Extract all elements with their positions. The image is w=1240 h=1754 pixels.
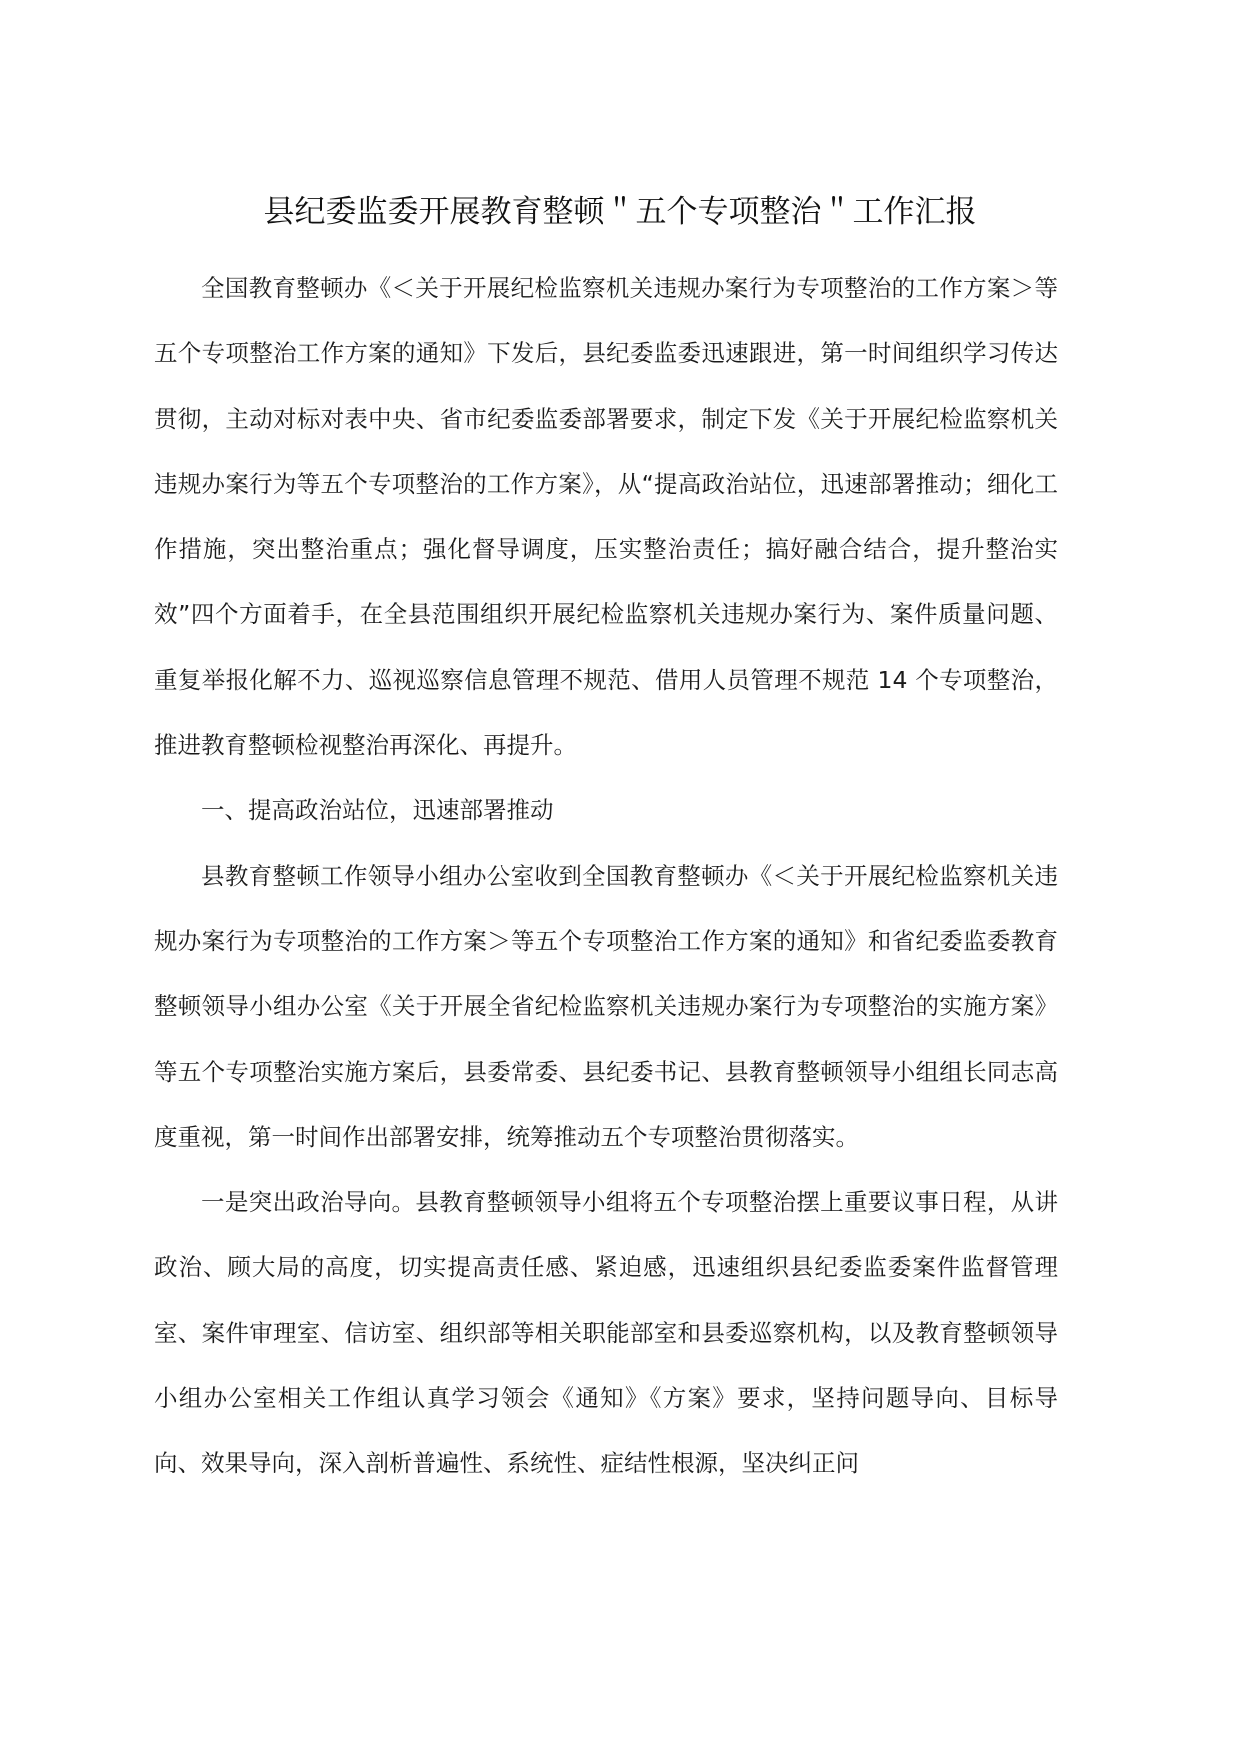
paragraph-section-1: 县教育整顿工作领导小组办公室收到全国教育整顿办《＜关于开展纪检监察机关违规办案行为专项整治的工作方案＞等五个专项整治工作方案的通知》和省纪委监委教育整顿领导小组办公室《关于开展全省纪检监察机关违规办案行为专项整治的实施方案》等五个专项整治实施方案后，县委常委、县纪委书记、县教育整顿领导小组组长同志高度重视，第一时间作出部署安排，统筹推动五个专项整治贯彻落实。 xyxy=(154,861,1058,1151)
section-heading-1: 一、提高政治站位，迅速部署推动 xyxy=(201,796,554,825)
paragraph-point-1: 一是突出政治导向。县教育整顿领导小组将五个专项整治摆上重要议事日程，从讲政治、顾大局的高度，切实提高责任感、紧迫感，迅速组织县纪委监委案件监督管理室、案件审理室、信访室、组织部等相关职能部室和县委巡察机构，以及教育整顿领导小组办公室相关工作组认真学习领会《通知》《方案》要求，坚持问题导向、目标导向、效果导向，深入剖析普遍性、系统性、症结性根源，坚决纠正问 xyxy=(154,1188,1058,1478)
document-title: 县纪委监委开展教育整顿＂五个专项整治＂工作汇报 xyxy=(263,194,977,230)
document-body xyxy=(154,256,1058,1497)
paragraph-intro: 全国教育整顿办《＜关于开展纪检监察机关违规办案行为专项整治的工作方案＞等五个专项整治工作方案的通知》下发后，县纪委监委迅速跟进，第一时间组织学习传达贯彻，主动对标对表中央、省市纪委监委部署要求，制定下发《关于开展纪检监察机关违规办案行为等五个专项整治的工作方案》，从“提高政治站位，迅速部署推动；细化工作措施，突出整治重点；强化督导调度，压实整治责任；搞好融合结合，提升整治实效”四个方面着手，在全县范围组织开展纪检监察机关违规办案行为、案件质量问题、重复举报化解不力、巡视巡察信息管理不规范、借用人员管理不规范 14 个专项整治，推进教育整顿检视整治再深化、再提升。 xyxy=(154,274,1058,760)
